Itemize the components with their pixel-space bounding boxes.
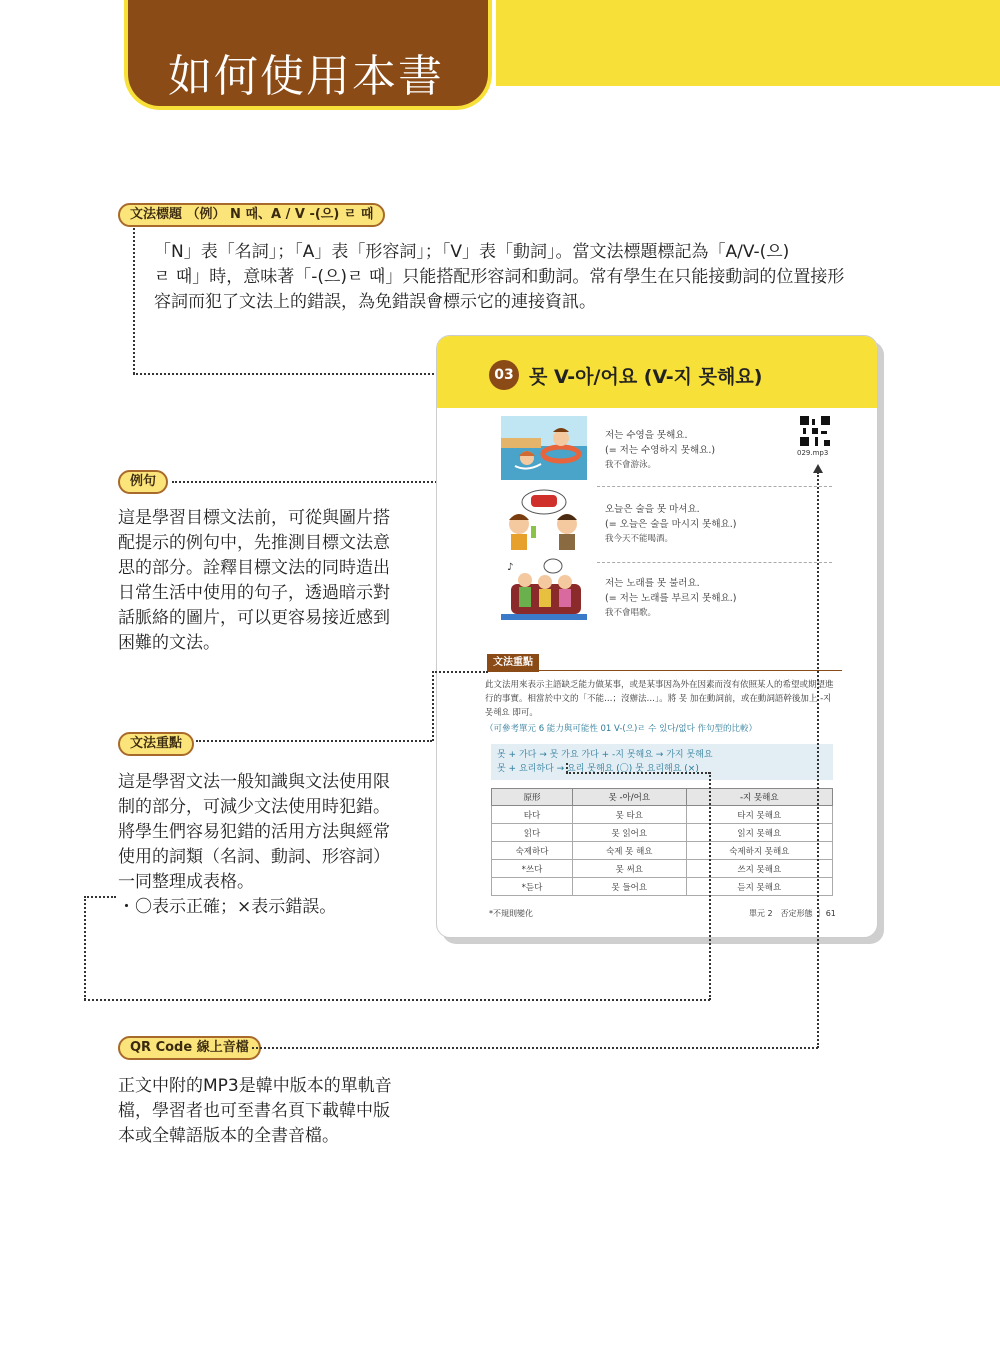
table-cell: 못 들어요 xyxy=(573,878,687,896)
grammar-point-text: 此文法用來表示主語缺乏能力做某事，或是某事因為外在因素而沒有依照某人的希望或期望進行的事實。相當於中文的「不能…；沒辦法…」。將 못 加在動詞前，或在動詞語幹後加上 -지 못해요 即可。 xyxy=(485,680,834,718)
connector-line xyxy=(133,228,135,374)
connector-line xyxy=(84,896,86,1000)
text-line: 日常生活中使用的句子，透過暗示對 xyxy=(118,583,390,603)
divider xyxy=(597,562,832,563)
label-qr-code: QR Code 線上音檔 xyxy=(118,1036,261,1060)
text-line: 使用的詞類（名詞、動詞、形容詞） xyxy=(118,847,390,867)
text-line: 本或全韓語版本的全書音檔。 xyxy=(118,1126,339,1146)
example-chinese: 我不會游泳。 xyxy=(605,460,657,470)
example-alternative: (= 저는 노래를 부르지 못해요.) xyxy=(605,593,737,604)
drinking-illustration xyxy=(501,486,587,550)
example-chinese: 我不會唱歌。 xyxy=(605,608,657,618)
connector-line xyxy=(84,999,710,1001)
connector-line xyxy=(817,472,819,1048)
qr-code-icon[interactable] xyxy=(800,416,830,446)
text-line: 這是學習目標文法前，可從與圖片搭 xyxy=(118,508,390,528)
conjugation-line: 못 + 요리하다 → 요리 못해요 (〇) 못 요리해요 (×) xyxy=(497,764,699,774)
table-header: -지 못해요 xyxy=(686,789,832,806)
table-header: 못 -아/어요 xyxy=(573,789,687,806)
text-line: 正文中附的MP3是韓中版本的單軌音 xyxy=(118,1076,392,1096)
table-cell: 숙제 못 해요 xyxy=(573,842,687,860)
label-grammar-title: 文法標題 （例） N 때、A / V -(으) ㄹ 때 xyxy=(118,203,385,227)
table-row xyxy=(492,860,833,878)
text-line: 檔，學習者也可至書名頁下載韓中版 xyxy=(118,1101,390,1121)
text-line: 這是學習文法一般知識與文法使用限 xyxy=(118,772,390,792)
table-cell: 숙제하다 xyxy=(492,842,573,860)
example-sentence-2 xyxy=(605,502,736,547)
table-cell: 타다 xyxy=(492,806,573,824)
text-line: 制的部分，可減少文法使用時犯錯。 xyxy=(118,797,390,817)
title-tab xyxy=(124,0,492,110)
connector-line xyxy=(252,1047,818,1049)
text-line: 容詞而犯了文法上的錯誤，為免錯誤會標示它的連接資訊。 xyxy=(154,292,596,312)
example-sentence-3 xyxy=(605,576,736,621)
qr-code-description xyxy=(118,1074,418,1149)
grammar-point-description xyxy=(118,770,418,920)
irregular-footnote: *不規則變化 xyxy=(489,909,533,918)
example-alternative: (= 저는 수영하지 못해요.) xyxy=(605,445,716,456)
connector-line xyxy=(133,373,478,375)
table-header: 原形 xyxy=(492,789,573,806)
table-cell: 숙제하지 못해요 xyxy=(686,842,832,860)
table-cell: *듣다 xyxy=(492,878,573,896)
text-line: 思的部分。詮釋目標文法的同時造出 xyxy=(118,558,390,578)
page-title: 如何使用本書 xyxy=(168,51,444,102)
table-cell: 듣지 못해요 xyxy=(686,878,832,896)
example-korean: 오늘은 술을 못 마셔요. xyxy=(605,504,700,515)
grammar-point-rule xyxy=(537,670,842,671)
label-grammar-point: 文法重點 xyxy=(118,732,194,756)
text-line: 話脈絡的圖片，可以更容易接近感到 xyxy=(118,608,390,628)
example-chinese: 我今天不能喝酒。 xyxy=(605,534,674,544)
table-cell: 읽지 못해요 xyxy=(686,824,832,842)
example-korean: 저는 노래를 못 불러요. xyxy=(605,578,700,589)
connector-line xyxy=(196,740,432,742)
connector-line xyxy=(432,671,488,673)
arrow-icon xyxy=(813,464,823,473)
table-header-row xyxy=(492,789,833,806)
example-sentence-1 xyxy=(605,428,715,473)
qr-audio-label: 029.mp3 xyxy=(797,449,829,457)
text-line: 「N」表「名詞」；「A」表「形容詞」；「V」表「動詞」。當文法標題標記為「A/V-(으) xyxy=(154,242,790,262)
connector-line xyxy=(709,772,711,1000)
table-row xyxy=(492,806,833,824)
connector-line xyxy=(432,671,434,741)
table-cell: 타지 못해요 xyxy=(686,806,832,824)
singing-illustration xyxy=(501,556,587,620)
lesson-number-badge: 03 xyxy=(489,360,519,390)
text-line: ・〇表示正確；×表示錯誤。 xyxy=(118,897,337,917)
conjugation-box xyxy=(491,744,833,780)
text-line: 一同整理成表格。 xyxy=(118,872,254,892)
table-cell: *쓰다 xyxy=(492,860,573,878)
conjugation-table xyxy=(491,788,833,896)
table-cell: 못 타요 xyxy=(573,806,687,824)
example-alternative: (= 오늘은 술을 마시지 못해요.) xyxy=(605,519,737,530)
page-footer: 單元 2 否定形態 ｜ 61 xyxy=(749,909,836,918)
grammar-title-description xyxy=(154,240,874,315)
table-row xyxy=(492,878,833,896)
examples-description xyxy=(118,506,418,656)
sample-page xyxy=(436,335,878,938)
grammar-point-tab: 文法重點 xyxy=(487,654,539,672)
connector-line xyxy=(566,763,568,773)
swimming-illustration xyxy=(501,416,587,480)
svg-text:♪: ♪ xyxy=(507,562,514,573)
table-cell: 못 읽어요 xyxy=(573,824,687,842)
table-cell: 못 써요 xyxy=(573,860,687,878)
table-cell: 쓰지 못해요 xyxy=(686,860,832,878)
text-line: 配提示的例句中，先推測目標文法意 xyxy=(118,533,390,553)
grammar-point-note: （可參考單元 6 能力與可能性 01 V-(으)ㄹ 수 있다/없다 作句型的比較） xyxy=(485,724,757,734)
example-korean: 저는 수영을 못해요. xyxy=(605,430,688,441)
header-band xyxy=(496,0,1000,86)
table-cell: 읽다 xyxy=(492,824,573,842)
text-line: 困難的文法。 xyxy=(118,633,220,653)
divider xyxy=(597,486,832,487)
text-line: ㄹ 때」時，意味著「-(으)ㄹ 때」只能搭配形容詞和動詞。常有學生在只能接動詞的位置接形 xyxy=(154,267,845,287)
conjugation-line: 못 + 가다 → 못 가요 가다 + -지 못해요 → 가지 못해요 xyxy=(497,750,713,760)
table-row xyxy=(492,824,833,842)
table-row xyxy=(492,842,833,860)
connector-line xyxy=(566,772,710,774)
connector-line xyxy=(84,896,116,898)
label-examples: 例句 xyxy=(118,470,168,494)
sample-page-title: 못 V-아/어요 (V-지 못해요) xyxy=(529,366,763,388)
text-line: 將學生們容易犯錯的活用方法與經常 xyxy=(118,822,390,842)
